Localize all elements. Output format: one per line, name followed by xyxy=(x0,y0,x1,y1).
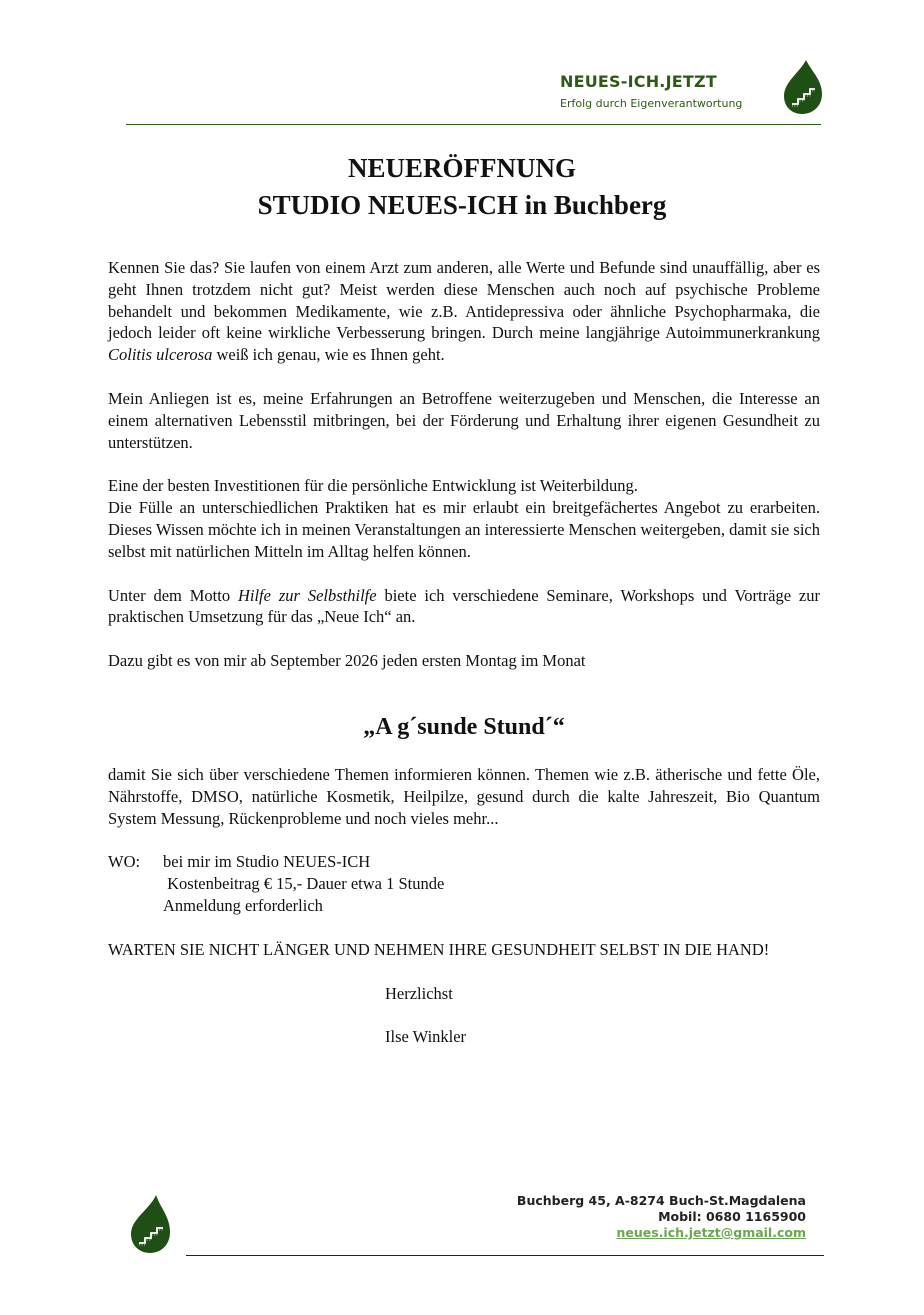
paragraph-1-text-b: weiß ich genau, wie es Ihnen geht. xyxy=(212,345,445,365)
footer-phone: Mobil: 0680 1165900 xyxy=(658,1209,806,1224)
footer-rule xyxy=(186,1255,824,1256)
document-title xyxy=(0,150,924,224)
event-slogan: „A g´sunde Stund´“ xyxy=(363,713,565,740)
paragraph-4-text-a: Unter dem Motto xyxy=(108,585,238,605)
title-line-2: STUDIO NEUES-ICH in Buchberg xyxy=(257,190,667,220)
paragraph-6: damit Sie sich über verschiedene Themen informieren können. Themen wie z.B. ätherische und fette Öle, Nährstoffe, DMSO, natürliche Kosmetik, Heilpilze, gesund durch die kalte Jahreszeit, Bio Quantum System Messung, Rückenprobleme und noch vieles mehr... xyxy=(108,764,820,828)
closing xyxy=(385,983,820,1049)
where-line-2: Kostenbeitrag € 15,- Dauer etwa 1 Stunde xyxy=(163,874,445,894)
paragraph-5: Dazu gibt es von mir ab September 2026 jeden ersten Montag im Monat xyxy=(108,651,586,671)
green-drop-stairs-icon xyxy=(128,1193,172,1255)
where-details xyxy=(163,851,444,916)
header-brand xyxy=(560,72,750,110)
where-line-3: Anmeldung erforderlich xyxy=(163,895,323,915)
paragraph-3 xyxy=(108,475,820,562)
green-drop-stairs-icon xyxy=(780,58,824,116)
signature: Ilse Winkler xyxy=(385,1027,467,1047)
greeting: Herzlichst xyxy=(385,983,453,1003)
paragraph-4-text-b: biete ich verschiedene Seminare, Workshops und Vorträge zur praktischen Umsetzung für das „Neue Ich“ an. xyxy=(108,585,820,627)
where-label: WO: xyxy=(108,852,141,872)
paragraph-4-emphasis: Hilfe zur Selbsthilfe xyxy=(237,585,377,605)
paragraph-1-emphasis: Colitis ulcerosa xyxy=(108,345,213,365)
where-line-1: bei mir im Studio NEUES-ICH xyxy=(163,852,371,872)
paragraph-3-line-2: Die Fülle an unterschiedlichen Praktiken hat es mir erlaubt ein breitgefächertes Angebot zu erarbeiten. Dieses Wissen möchte ich in meinen Veranstaltungen an interessierte Menschen weitergeben, damit sie sich selbst mit natürlichen Mitteln im Alltag helfen können. xyxy=(108,498,820,561)
footer-email-link[interactable]: neues.ich.jetzt@gmail.com xyxy=(616,1225,806,1240)
call-to-action: WARTEN SIE NICHT LÄNGER UND NEHMEN IHRE GESUNDHEIT SELBST IN DIE HAND! xyxy=(108,939,770,959)
footer-address: Buchberg 45, A-8274 Buch-St.Magdalena xyxy=(516,1193,806,1208)
brand-tagline: Erfolg durch Eigenverantwortung xyxy=(560,97,743,110)
footer-contact xyxy=(460,1193,806,1241)
letter-body xyxy=(108,257,820,1070)
where-block xyxy=(108,851,820,916)
brand-name: NEUES-ICH.JETZT xyxy=(560,72,717,91)
paragraph-2: Mein Anliegen ist es, meine Erfahrungen an Betroffene weiterzugeben und Menschen, die Interesse an einem alternativen Lebensstil mitbringen, bei der Förderung und Erhaltung ihrer eigenen Gesundheit zu unterstützen. xyxy=(108,388,820,452)
paragraph-1-text-a: Kennen Sie das? Sie laufen von einem Arzt zum anderen, alle Werte und Befunde sind unauffällig, aber es geht Ihnen trotzdem nicht gut? Meist werden diese Menschen auch noch auf psychische Probleme behandelt und bekommen Medikamente, wie z.B. Antidepressiva oder ähnliche Psychopharmaka, die jedoch leider oft keine wirkliche Verbesserung bringen. Durch meine langjährige Autoimmunerkrankung xyxy=(108,258,820,343)
title-line-1: NEUERÖFFNUNG xyxy=(348,153,576,183)
paragraph-4 xyxy=(108,585,820,629)
header-rule xyxy=(126,124,821,125)
paragraph-3-line-1: Eine der besten Investitionen für die persönliche Entwicklung ist Weiterbildung. xyxy=(108,476,638,496)
paragraph-1 xyxy=(108,257,820,366)
